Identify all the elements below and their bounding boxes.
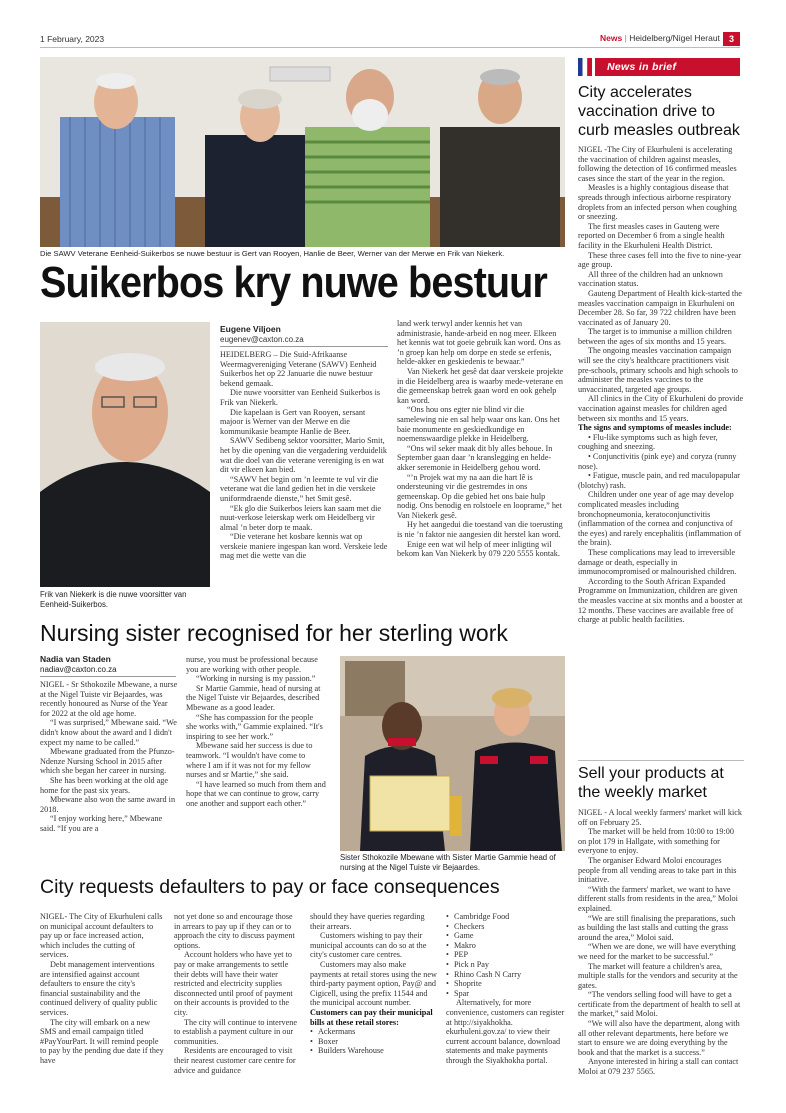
paragraph: “I have learned so much from them and hope that we can continue to grow, carry one another and support each other.” — [186, 779, 326, 808]
nurses-photo-caption: Sister Sthokozile Mbewane with Sister Martie Gammie head of nursing at the Nigel Tuiste vir Bejaardes. — [340, 853, 556, 872]
stores-heading: Customers can pay their municipal bills at these retail stores: — [310, 1007, 433, 1027]
paragraph: The ongoing measles vaccination campaign will see the city's healthcare practitioners visit pre-schools, primary schools and high schools to administer the measles vaccines to the unvaccinated, targeted age groups. — [578, 346, 738, 394]
paragraph: Residents are encouraged to visit their nearest customer care centre for advice and guidance — [174, 1046, 296, 1075]
paragraph: “We will also have the department, along with all other relevant departments, here before we start to ensure we are doing everything by the book and that the market is a success.” — [578, 1019, 740, 1057]
group-photo — [40, 57, 565, 247]
paragraph: Customers wishing to pay their municipal accounts can do so at the city's customer care centres. — [310, 931, 427, 960]
symptom-item: • Conjunctivitis (pink eye) and coryza (runny nose). — [578, 452, 737, 471]
paragraph: All clinics in the City of Ekurhuleni do provide vaccination against measles for children aged between six months and 15 years. — [578, 394, 744, 423]
email-nadia: nadiav@caxton.co.za — [40, 665, 117, 674]
paragraph: land werk terwyl ander kennis het van administrasie, hande-arbeid en nog meer. Elkeen het kennis wat tot goeie gebruik kan word. Ons as ’n groep kan help om dorpe en stede se erfenis, helde-akker en geskiedenis te bewaar.” — [397, 319, 561, 367]
paragraph: “Working in nursing is my passion.” — [196, 674, 316, 684]
section-separator: | — [624, 33, 627, 43]
paragraph: “Ons hou ons egter nie blind vir die samelewing nie en sal help waar ons kan. Ons het baie monumente en geskiedkundige en noemenswaardige plekke in Heidelberg. — [397, 405, 560, 444]
paragraph: According to the South African Expanded Programme on Immunization, children are given the measles vaccine at six months and a booster at 12 months. These vaccines are available free of charge at public health facilities. — [578, 576, 743, 625]
paragraph: Die kapelaan is Gert van Rooyen, sersant majoor is Werner van der Merwe en die kommunikasie beampte Hanlie de Beer. — [220, 407, 366, 436]
nursing-col-2 — [186, 655, 326, 809]
paragraph: The market will feature a children's area, multiple stalls for the vendors and security at the gates. — [578, 961, 738, 990]
paragraph: “Die veterane het kosbare kennis wat op verskeie maniere ingespan kan word. Verskeie lede mag met die wette van die — [220, 532, 388, 561]
paragraph: should they have queries regarding their arrears. — [310, 912, 425, 931]
market-rule — [578, 760, 744, 761]
author-eugene: Eugene Viljoen — [220, 324, 281, 334]
author-nadia: Nadia van Staden — [40, 654, 111, 664]
page-number: 3 — [723, 32, 740, 46]
paragraph: nurse, you must be professional because you are working with other people. — [186, 655, 318, 674]
paragraph: “When we are done, we will have everything we need for the market to be successful.” — [578, 942, 736, 961]
flag-icon — [578, 58, 592, 76]
portrait-caption: Frik van Niekerk is die nuwe voorsitter van Eenheid-Suikerbos. — [40, 590, 187, 609]
paragraph: “SAWV het begin om ’n leemte te vul vir die veterane wat die land gedien het in die verskeie uniformdraende dienste,” het Smit gesê. — [220, 474, 379, 503]
suikerbos-col-2 — [397, 319, 565, 559]
paragraph: NIGEL -The City of Ekurhuleni is accelerating the vaccination of children against measles, following the detection of 16 confirmed measles cases since the start of the year in the region. — [578, 145, 737, 183]
paragraph: “With the farmers' market, we want to have different stalls from residents in the area,” Moloi explained. — [578, 884, 738, 913]
paragraph: “I was surprised,” Mbewane said. “We didn't know about the award and I didn't expect my name to be called.” — [40, 718, 177, 747]
paragraph: Debt management interventions are intensified against account defaulters to ensure the city's financial sustainability and the continued delivery of quality public services. — [40, 959, 158, 1017]
paragraph: “Ek glo die Suikerbos leiers kan saam met die nuut-verkose leierskap werk om Heidelberg vir almal ’n beter dorp te maak. — [220, 503, 381, 532]
list-item: • Pick n Pay — [446, 960, 568, 970]
paragraph: Measles is a highly contagious disease that spreads through infectious airborne respiratory droplets from an infected person when coughing or sneezing. — [578, 183, 737, 222]
paragraph: “Ons wil seker maak dit bly alles behoue. In September gaan daar ’n kranslegging en helde-akker seremonie in Heidelberg gehou word. — [397, 443, 553, 472]
list-item: • PEP — [446, 950, 568, 960]
paragraph: HEIDELBERG – Die Suid-Afrikaanse Weermagvereniging Veterane (SAWV) Eenheid Suikerbos het op 22 Januarie die nuwe bestuur bekend gemaak. — [220, 350, 377, 388]
paragraph: These three cases fell into the five to nine-year age group. — [578, 250, 742, 270]
list-item: • Makro — [446, 941, 568, 951]
defaulters-col-4 — [446, 912, 568, 1066]
header-rule — [40, 47, 740, 48]
symptoms-heading: The signs and symptoms of measles include: — [578, 423, 732, 433]
news-in-brief-banner: News in brief — [595, 58, 740, 76]
paragraph: Anyone interested in hiring a stall can contact Moloi at 079 237 5565. — [578, 1057, 739, 1077]
paragraph: Sr Martie Gammie, head of nursing at the Nigel Tuiste vir Bejaardes, described Mbewane as a good leader. — [186, 683, 321, 712]
paragraph: The market will be held from 10:00 to 19:00 on plot 179 in Hallgate, with something for everyone to enjoy. — [578, 827, 734, 856]
headline-defaulters: City requests defaulters to pay or face consequences — [40, 876, 500, 898]
headline-nursing: Nursing sister recognised for her sterling work — [40, 620, 508, 646]
paragraph: The city will continue to intervene to establish a payment culture in our communities. — [174, 1017, 297, 1046]
paragraph: Account holders who have yet to pay or make arrangements to settle their debts will have their water restricted and electricity supplies disconnected until proof of payment on their accounts is provided to the city. — [174, 950, 293, 1017]
list-item: • Checkers — [446, 922, 568, 932]
paragraph: “I enjoy working here,” Mbewane said. “If you are a — [40, 814, 163, 833]
stores-list-b — [446, 912, 568, 998]
list-item: • Shoprite — [446, 979, 568, 989]
paragraph: Die nuwe voorsitter van Eenheid Suikerbos is Frik van Niekerk. — [220, 388, 381, 407]
email-eugene: eugenev@caxton.co.za — [220, 335, 304, 344]
paragraph: NIGEL - A local weekly farmers' market will kick off on February 25. — [578, 808, 742, 827]
list-item: • Rhino Cash N Carry — [446, 970, 568, 980]
headline-suikerbos: Suikerbos kry nuwe bestuur — [40, 258, 547, 307]
defaulters-col-1 — [40, 912, 165, 1066]
symptom-item: • Flu-like symptoms such as high fever, coughing and sneezing. — [578, 432, 718, 452]
paper-name: Heidelberg/Nigel Heraut — [629, 33, 720, 43]
paragraph: Hy het aangedui die toestand van die toerusting is nie ’n faktor nie aangesien dit herstel kan word. — [397, 520, 563, 540]
byline-rule — [40, 676, 176, 677]
paragraph: NIGEL - Sr Sthokozile Mbewane, a nurse at the Nigel Tuiste vir Bejaardes, was recently honoured as Nurse of the Year for 2022 at the old age home. — [40, 680, 178, 718]
section-label — [600, 33, 720, 43]
group-photo-caption: Die SAWV Veterane Eenheid-Suikerbos se nuwe bestuur is Gert van Rooyen, Hanlie de Beer, Werner van der Merwe en Frik van Niekerk. — [40, 249, 505, 258]
byline-rule — [220, 346, 388, 347]
paragraph: Gauteng Department of Health kick-started the measles vaccination campaign in Ekurhuleni on December 28. So far, 39 722 children have been vaccinated as of January 20. — [578, 288, 742, 327]
symptom-item: • Fatigue, muscle pain, and red maculopapular (blotchy) rash. — [578, 471, 741, 490]
list-item: • Builders Warehouse — [310, 1046, 438, 1056]
portrait-photo — [40, 322, 210, 587]
list-item: • Game — [446, 931, 568, 941]
paragraph: “’n Projek wat my na aan die hart lê is ondersteuning vir die gestremdes in ons gemeenskap. Op die gebied het ons baie hulp nodig. Ons benodig en rolstoele en looprame,” het Van Niekerk gesê. — [397, 472, 562, 520]
paragraph: The organiser Edward Moloi encourages people from all vending areas to take part in this initiative. — [578, 855, 737, 885]
paragraph: The first measles cases in Gauteng were reported on December 6 from a single health facility in the Ekurhuleni Health District. — [578, 221, 725, 250]
paragraph: “We are still finalising the preparations, such as building the last stalls and cutting the grass around the area,” Moloi said. — [578, 913, 736, 942]
headline-measles: City accelerates vaccination drive to curb measles outbreak — [578, 84, 740, 139]
paragraph: “The vendors selling food will have to get a certificate from the department of health to sell at the market,” said Moloi. — [578, 990, 741, 1019]
paragraph: “She has compassion for the people she works with,” Gammie explained. “It's inspiring to see her work.” — [186, 712, 323, 741]
list-item: • Ackermans — [310, 1027, 438, 1037]
list-item: • Cambridge Food — [446, 912, 568, 922]
paragraph: Alternatively, for more convenience, customers can register at http://siyakhokha. ekurhuleni.gov.za/ to view their current account balance, download statements and make payments through the Siyakhokha portal. — [446, 998, 565, 1065]
paragraph: Mbewane also won the same award in 2018. — [40, 795, 176, 814]
paragraph: SAWV Sedibeng sektor voorsitter, Mario Smit, het by die opening van die vergadering verduidelik wat die doel van die veterane vereniging is en wat dit vir elkeen kan bied. — [220, 436, 387, 475]
suikerbos-col-1 — [220, 350, 388, 561]
paragraph: The target is to immunise a million children between the ages of six months and 15 years. — [578, 327, 732, 346]
paragraph: Customers may also make payments at retail stores using the new third-party payment option, Pay@ and Cigicell, using the prefix 11544 and the municipal account number. — [310, 959, 437, 1008]
paragraph: NIGEL- The City of Ekurhuleni calls on municipal account defaulters to pay up or face increased action, which includes the cutting of services. — [40, 912, 163, 960]
nurses-photo — [340, 656, 565, 851]
paragraph: Van Niekerk het gesê dat daar verskeie projekte in die Heidelberg area is waarby mede-veterane en die gemeenskap betrek gaan word en ook gehelp kan word. — [397, 366, 564, 405]
defaulters-col-3 — [310, 912, 438, 1056]
paragraph: not yet done so and encourage those in arrears to pay up if they can or to approach the city to discuss payment options. — [174, 912, 295, 950]
paragraph: Mbewane said her success is due to teamwork. “I wouldn't have come to where I am if it was not for my fellow nurses and sr Martie,” she said. — [186, 741, 313, 780]
nursing-col-1 — [40, 680, 178, 834]
page-date: 1 February, 2023 — [40, 34, 105, 44]
paragraph: Mbewane graduated from the Pfunzo-Ndenze Nursing School in 2015 after which she began her career in nursing. — [40, 747, 175, 776]
section-news: News — [600, 33, 623, 43]
paragraph: All three of the children had an unknown vaccination status. — [578, 269, 723, 289]
paragraph: She has been working at the old age home for the past six years. — [40, 775, 169, 795]
paragraph: The city will embark on a new SMS and email campaign titled #PayYourPart. It will remind people to pay by the pending due date if they have — [40, 1017, 164, 1065]
list-item: • Spar — [446, 989, 568, 999]
paragraph: These complications may lead to irreversible damage or death, especially in immunocompromised or malnourished children. — [578, 547, 737, 577]
defaulters-col-2 — [174, 912, 299, 1075]
paragraph: Children under one year of age may develop complicated measles including bronchopneumonia, keratoconjunctivitis (inflammation of the cornea and conjunctiva of the eyes) and rarely encephalitis (inflammation of the brain). — [578, 490, 742, 548]
market-body — [578, 808, 744, 1077]
headline-market: Sell your products at the weekly market — [578, 765, 724, 801]
list-item: • Boxer — [310, 1037, 438, 1047]
stores-list-a — [310, 1027, 438, 1056]
paragraph: Enige een wat wil help of meer inligting wil bekom kan Van Niekerk by 079 220 5555 kontak. — [397, 539, 560, 559]
measles-body — [578, 145, 744, 625]
